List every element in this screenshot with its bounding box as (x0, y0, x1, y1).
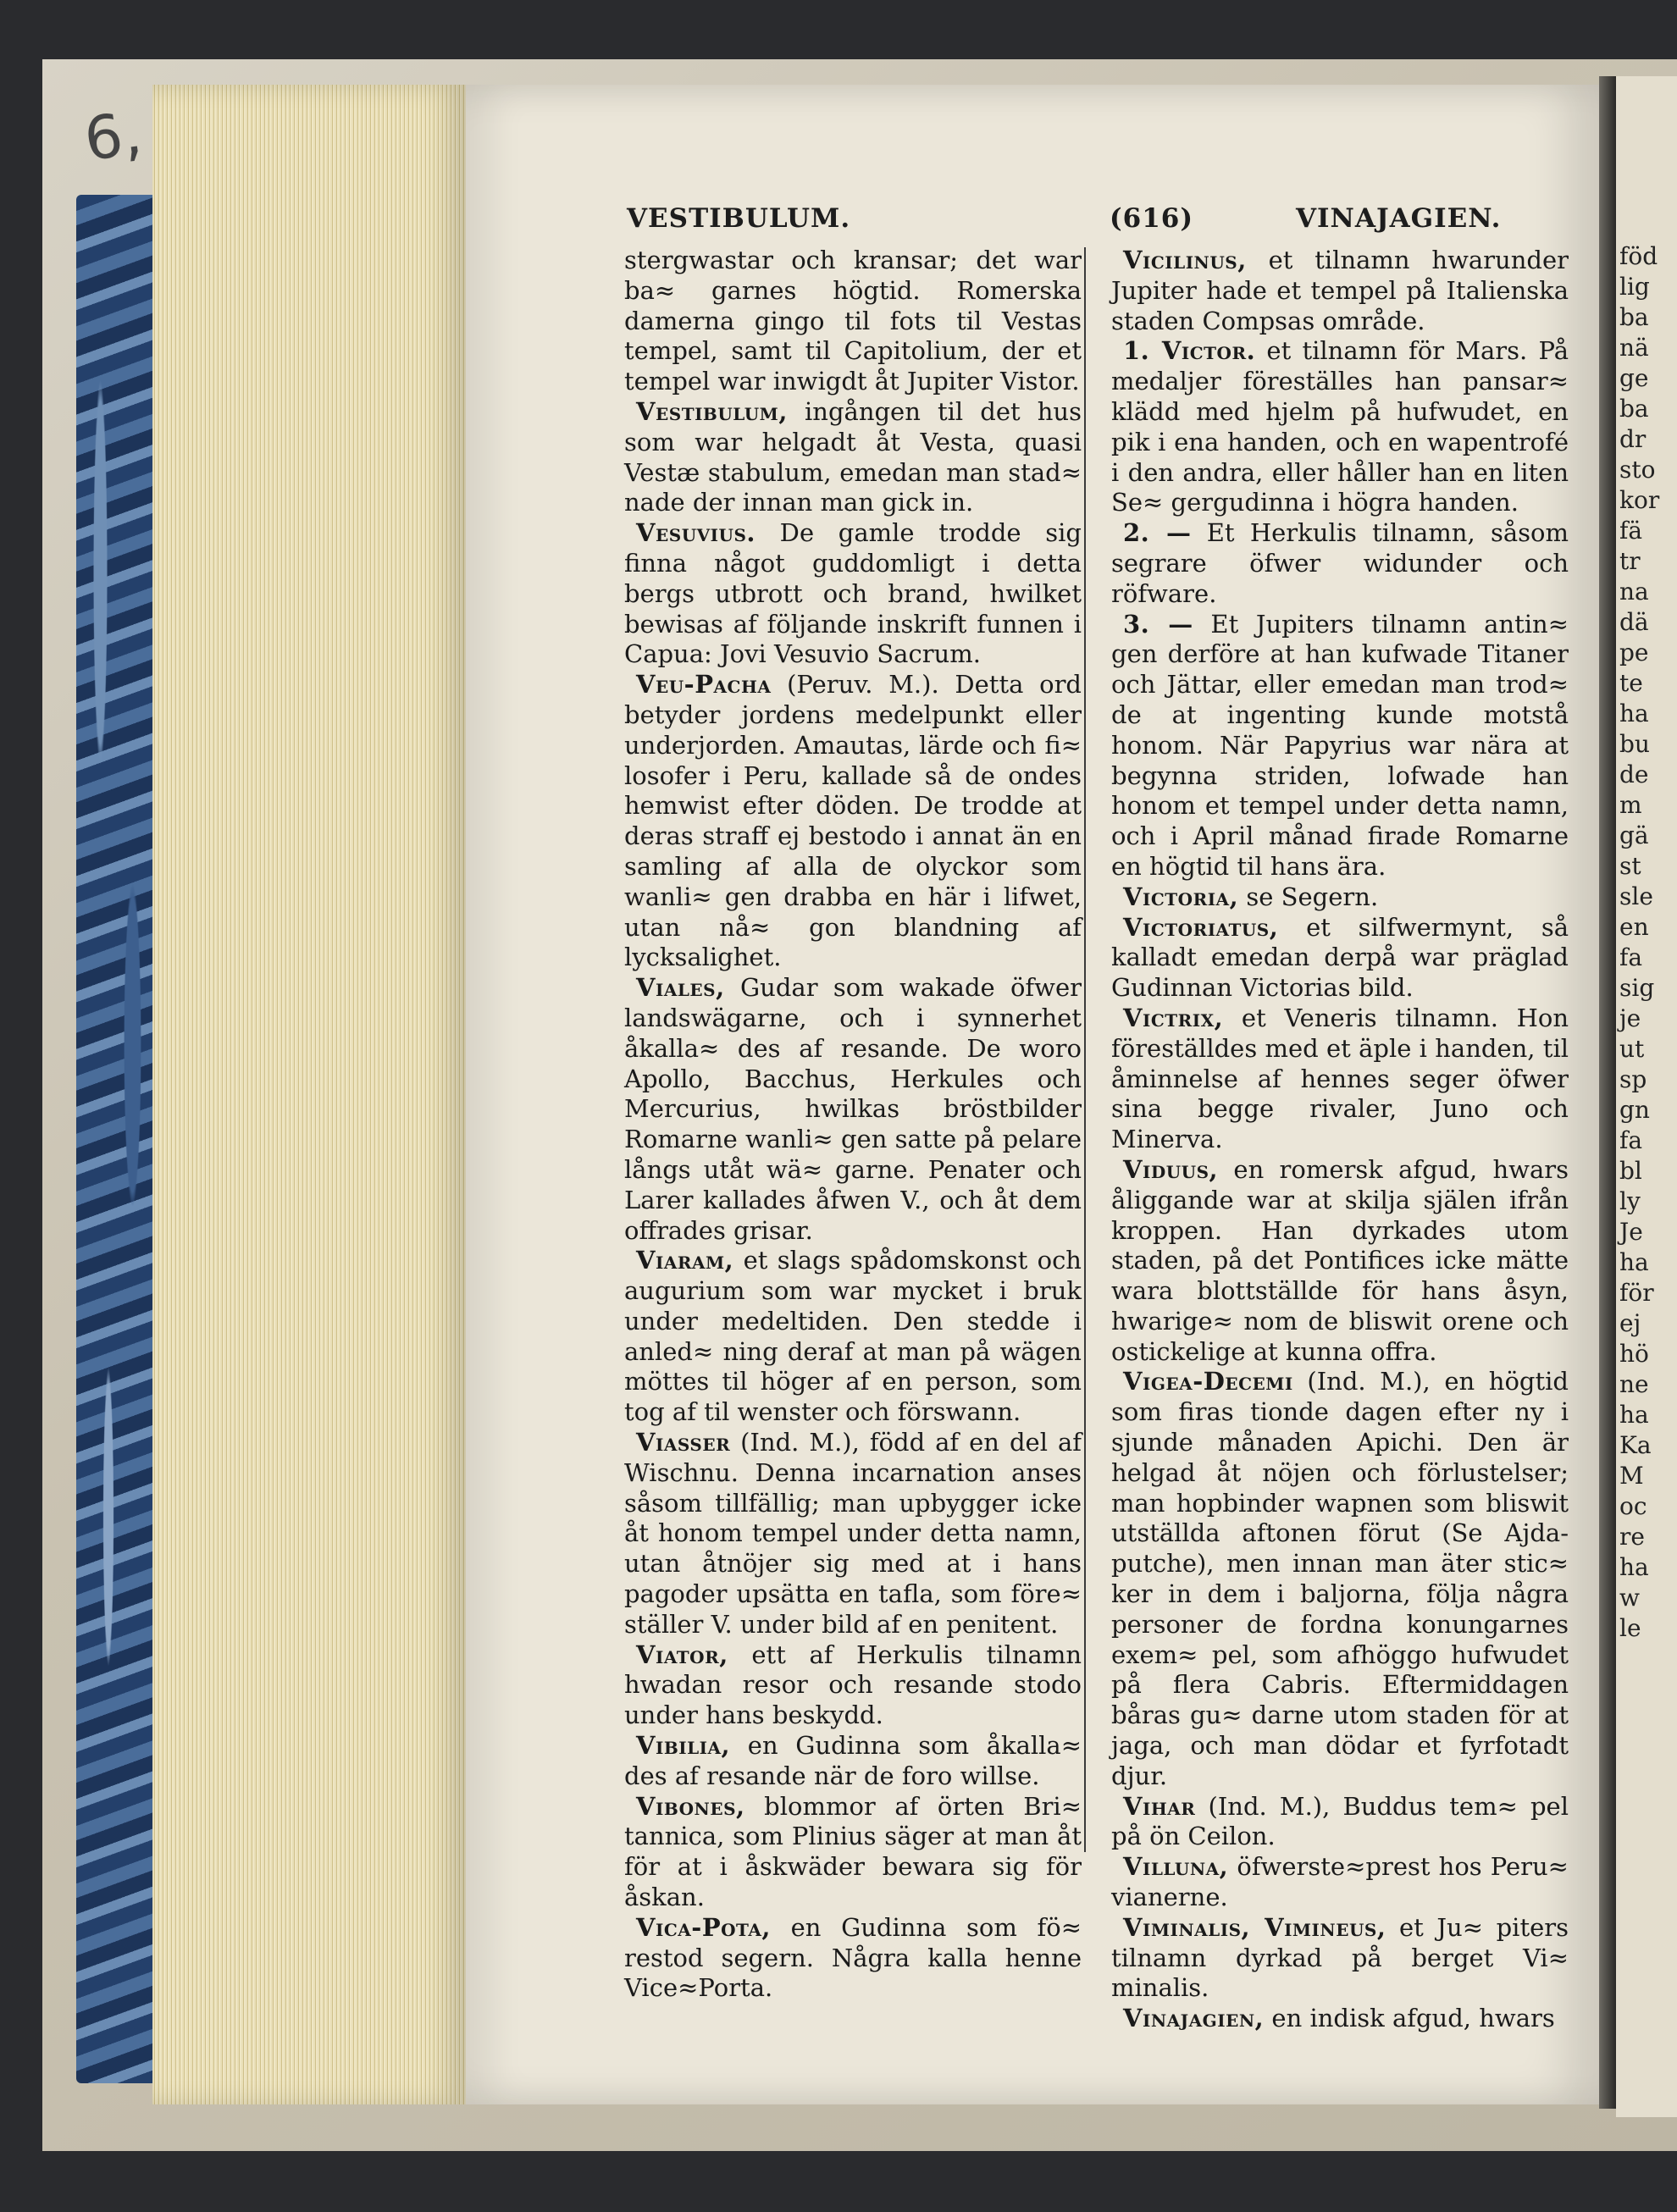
entry-headword: Viales, (636, 973, 725, 1003)
entry-text: se Segern. (1238, 882, 1379, 911)
entry-headword: Vihar (1123, 1791, 1196, 1821)
dictionary-entry (1111, 913, 1569, 1004)
entry-text: Et Jupiters tilnamn antin≈ gen derföre at han kufwade Titaner och Jättar, eller emedan man trod≈ de at ingenting kunde motstå honom. När Papyrius war nära at begynna striden, lofwade han honom et tempel under detta namn, och i April månad firade Romarne en högtid til hans ära. (1111, 609, 1569, 881)
next-page-fragment: ge (1619, 364, 1649, 392)
next-page-fragment: w (1619, 1584, 1640, 1612)
next-page-fragment: de (1619, 760, 1649, 788)
entry-headword: 2. — (1123, 518, 1192, 548)
entry-text: et slags spådomskonst och augurium som war mycket i bruk under medeltiden. Den stedde i anled≈ ning deraf at man på wägen möttes til höger af en person, som tog af til wenster och förswann. (624, 1246, 1082, 1427)
next-page-fragment: Ka (1619, 1431, 1652, 1459)
header-right: VINAJAGIEN. (1296, 203, 1502, 234)
entry-headword: 3. — (1123, 609, 1193, 639)
entry-text: ett af Herkulis tilnamn hwadan resor och resande stodo under hans beskydd. (624, 1640, 1082, 1730)
next-page-fragment: kor (1619, 486, 1660, 514)
dictionary-entry (1111, 610, 1569, 882)
column-divider (1084, 247, 1086, 1852)
entry-text: (Peruv. M.). Detta ord betyder jordens medelpunkt eller underjorden. Amautas, lärde och fi≈ losofer i Peru, kallade så de ondes hemwist efter döden. De trodde at deras straff ej bestodo i annat än en samling af alla de olyckor som wanli≈ gen drabba en här i lifwet, utan nå≈ gon blandning af lycksalighet. (624, 670, 1082, 972)
dictionary-entry (1111, 518, 1569, 609)
entry-text: (Ind. M.), en högtid som firas tionde dagen efter ny i sjunde månaden Apichi. Den är helgad åt nöjen och förlustelser; man hopbinder wapnen som bliswit utställda aftonen förut (Se Ajda-putche), men innan man äter stic≈ ker in dem i baljorna, följa några personer de fordna konungarnes exem≈ pel, som afhöggo hufwudet på flera Cabris. Eftermiddagen båras gu≈ darne utom staden för at jaga, och man dödar et fyrfotadt djur. (1111, 1367, 1569, 1790)
next-page-fragment: sle (1619, 882, 1653, 910)
page-edges (152, 85, 466, 2104)
next-page-fragment: nä (1619, 334, 1649, 362)
entry-headword: Viasser (636, 1428, 731, 1457)
dictionary-entry (1111, 1367, 1569, 1791)
next-page-fragment: hö (1619, 1340, 1649, 1368)
right-column (1111, 246, 1569, 2034)
dictionary-entry (624, 1913, 1082, 2004)
entry-text: en indisk afgud, hwars (1264, 2004, 1555, 2033)
next-page-fragment: oc (1619, 1492, 1647, 1520)
next-page-fragment: pe (1619, 639, 1649, 666)
entry-text: (Ind. M.), född af en del af Wischnu. Denna incarnation anses såsom tillfällig; man upbygger icke åt honom tempel under detta namn, utan åtnöjer sig med at i hans pagoder upsätta en tafla, som före≈ ställer V. under bild af en penitent. (624, 1428, 1082, 1639)
next-page-fragment: en (1619, 913, 1649, 941)
dictionary-entry (624, 397, 1082, 518)
dictionary-entry (624, 1428, 1082, 1640)
next-page-fragment: ut (1619, 1035, 1645, 1063)
next-page-fragment: bl (1619, 1157, 1642, 1185)
entry-text: (Ind. M.), Buddus tem≈ pel på ön Ceilon. (1111, 1791, 1569, 1851)
entry-text: en romersk afgud, hwars åliggande war at skilja själen ifrån kroppen. Han dyrkades utom staden, på det Pontifices icke mätte wara blottställde för hans åsyn, hwarige≈ nom de bliswit orene och ostickelige at kunna offra. (1111, 1154, 1569, 1366)
next-page-fragment: M (1619, 1462, 1644, 1490)
entry-headword: Villuna, (1123, 1852, 1229, 1882)
entry-headword: 1. Victor. (1123, 336, 1256, 366)
entry-headword: Vestibulum, (636, 396, 788, 426)
entry-headword: Viator, (636, 1640, 728, 1669)
entry-text: öfwerste≈prest hos Peru≈ vianerne. (1111, 1852, 1569, 1912)
entry-text: Et Herkulis tilnamn, såsom segrare öfwer widunder och röfware. (1111, 518, 1569, 608)
dictionary-entry (624, 973, 1082, 1246)
next-page-fragment: ej (1619, 1309, 1641, 1337)
entry-text: et tilnamn hwarunder Jupiter hade et tempel på Italienska staden Compsas område. (1111, 246, 1569, 335)
entry-text: ingången til det hus som war helgadt åt Vesta, quasi Vestæ stabulum, emedan man stad≈ nade der innan man gick in. (624, 396, 1082, 517)
entry-text: stergwastar och kransar; det war ba≈ garnes högtid. Romerska damerna gingo til fots til Vestas tempel, samt til Capitolium, der et tempel war inwigdt åt Jupiter Vistor. (624, 246, 1082, 396)
entry-headword: Viminalis, Vimineus, (1123, 1912, 1386, 1942)
next-page-fragment: bu (1619, 730, 1650, 758)
next-page-fragment: sto (1619, 456, 1656, 484)
next-page-fragment: je (1619, 1004, 1641, 1032)
marbled-endpaper (76, 195, 157, 2083)
entry-text: et Ju≈ piters tilnamn dyrkad på berget Vi≈ minalis. (1111, 1912, 1569, 2003)
header-left: VESTIBULUM. (627, 203, 851, 234)
pencil-mark: 6, (80, 97, 147, 175)
entry-text: en Gudinna som åkalla≈ des af resande när de foro willse. (624, 1731, 1082, 1790)
next-page-fragment: gn (1619, 1096, 1650, 1124)
next-page-fragment: Je (1619, 1218, 1643, 1246)
entry-headword: Vibones, (636, 1791, 745, 1821)
next-page-fragment: dr (1619, 425, 1647, 453)
dictionary-entry (1111, 246, 1569, 336)
entry-headword: Viduus, (1123, 1154, 1219, 1184)
dictionary-entry (1111, 1155, 1569, 1368)
next-page-fragment: le (1619, 1614, 1641, 1642)
entry-text: blommor af örten Bri≈ tannica, som Plinius säger at man åt för at i åskwäder bewara sig för åskan. (624, 1791, 1082, 1912)
page-number: (616) (1110, 203, 1194, 234)
entry-headword: Vigea-Decemi (1123, 1367, 1293, 1396)
entry-headword: Vinajagien, (1123, 2004, 1265, 2033)
next-page-fragment: ha (1619, 1248, 1649, 1276)
next-page-fragment: fa (1619, 1126, 1643, 1154)
next-page-fragment: gä (1619, 821, 1649, 849)
entry-text: De gamle trodde sig finna något guddomligt i detta bergs utbrott och brand, hwilket bewisas af följande inskrift funnen i Capua: Jovi Vesuvio Sacrum. (624, 518, 1082, 669)
entry-headword: Vesuvius. (636, 518, 755, 548)
dictionary-entry (624, 1792, 1082, 1913)
entry-headword: Vica-Pota, (636, 1912, 771, 1942)
entry-headword: Victoriatus, (1123, 912, 1279, 942)
dictionary-entry (624, 1731, 1082, 1792)
next-page-fragment: te (1619, 669, 1643, 697)
entry-headword: Veu-Pacha (636, 670, 772, 700)
next-page-fragment: ha (1619, 1553, 1649, 1581)
next-page-fragment: fa (1619, 943, 1643, 971)
dictionary-entry (624, 518, 1082, 670)
next-page-fragment: re (1619, 1523, 1645, 1551)
entry-headword: Vicilinus, (1123, 246, 1247, 274)
entry-text: et silfwermynt, så kalladt emedan derpå war präglad Gudinnan Victorias bild. (1111, 912, 1569, 1003)
dictionary-entry (624, 1246, 1082, 1428)
next-page-fragment: ba (1619, 395, 1649, 423)
next-page-fragment: ha (1619, 700, 1649, 727)
entry-headword: Vibilia, (636, 1731, 731, 1761)
entry-text: Gudar som wakade öfwer landswägarne, och i synnerhet åkalla≈ des af resande. De woro Apollo, Bacchus, Herkules och Mercurius, hwilkas bröstbilder Romarne wanli≈ gen satte på pelare långs utåt wä≈ garne. Penater och Larer kallades åfwen V., och åt dem offrades grisar. (624, 973, 1082, 1245)
next-page-fragment: sp (1619, 1065, 1647, 1093)
entry-text: en Gudinna som fö≈ restod segern. Några kalla henne Vice≈Porta. (624, 1912, 1082, 2003)
next-page-fragment: föd (1619, 242, 1658, 270)
next-page-fragment: dä (1619, 608, 1649, 636)
next-page-edge (1616, 76, 1677, 2117)
dictionary-entry (1111, 1004, 1569, 1155)
next-page-fragment: lig (1619, 273, 1650, 301)
entry-text: et tilnamn för Mars. På medaljer föreställes han pansar≈ klädd med hjelm på hufwudet, en pik i ena handen, och en wapentrofé i den andra, eller håller han en liten Se≈ gergudinna i högra handen. (1111, 336, 1569, 517)
entry-text: et Veneris tilnamn. Hon föreställdes med et äple i handen, til åminnelse af hennes seger öfwer sina begge rivaler, Juno och Minerva. (1111, 1003, 1569, 1154)
dictionary-entry (1111, 1852, 1569, 1913)
next-page-fragment: sig (1619, 974, 1655, 1002)
dictionary-entry (1111, 336, 1569, 518)
next-page-fragment: ly (1619, 1187, 1641, 1215)
entry-headword: Victoria, (1123, 882, 1239, 911)
left-column (624, 246, 1082, 2004)
next-page-fragment: m (1619, 791, 1642, 819)
dictionary-entry (1111, 1792, 1569, 1853)
dictionary-entry (624, 1640, 1082, 1731)
next-page-fragment: fä (1619, 517, 1643, 545)
dictionary-entry (1111, 2004, 1569, 2034)
book-gutter (1599, 76, 1616, 2109)
next-page-fragment: ne (1619, 1370, 1649, 1398)
entry-headword: Victrix, (1123, 1003, 1224, 1032)
next-page-fragment: na (1619, 578, 1649, 606)
next-page-fragment: ba (1619, 303, 1649, 331)
dictionary-entry (1111, 1913, 1569, 2004)
dictionary-entry (624, 246, 1082, 397)
next-page-fragment: tr (1619, 547, 1641, 575)
next-page-fragment: för (1619, 1279, 1654, 1307)
next-page-fragment: ha (1619, 1401, 1649, 1429)
next-page-fragment: st (1619, 852, 1641, 880)
dictionary-entry (624, 670, 1082, 973)
dictionary-entry (1111, 882, 1569, 913)
entry-headword: Viaram, (636, 1246, 734, 1275)
